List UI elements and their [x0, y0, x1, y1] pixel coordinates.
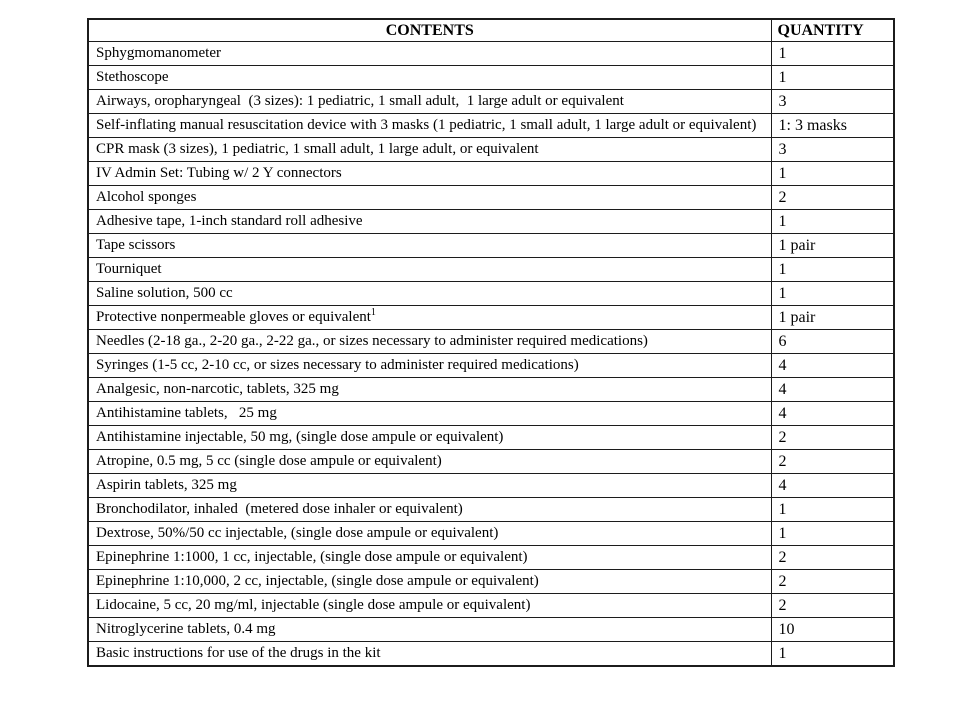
contents-cell	[88, 642, 771, 667]
table-row	[88, 306, 894, 330]
quantity-text: 2	[778, 453, 787, 470]
quantity-cell	[771, 42, 894, 66]
quantity-text: 1: 3 masks	[778, 117, 847, 134]
table-row	[88, 66, 894, 90]
table-row	[88, 162, 894, 186]
quantity-cell	[771, 450, 894, 474]
table-row	[88, 42, 894, 66]
item-text: Self-inflating manual resuscitation device with 3 masks (1 pediatric, 1 small adult, 1 large adult or equivalent)	[96, 117, 757, 133]
quantity-cell	[771, 594, 894, 618]
quantity-cell	[771, 138, 894, 162]
quantity-cell	[771, 354, 894, 378]
quantity-cell	[771, 282, 894, 306]
quantity-cell	[771, 306, 894, 330]
item-text: IV Admin Set: Tubing w/ 2 Y connectors	[96, 165, 342, 181]
contents-cell	[88, 474, 771, 498]
quantity-cell	[771, 162, 894, 186]
table-row	[88, 594, 894, 618]
quantity-text: 1	[778, 501, 787, 518]
quantity-cell	[771, 642, 894, 667]
quantity-cell	[771, 570, 894, 594]
item-text: Aspirin tablets, 325 mg	[96, 477, 237, 493]
quantity-cell	[771, 522, 894, 546]
quantity-cell	[771, 546, 894, 570]
item-text: Alcohol sponges	[96, 189, 197, 205]
table-row	[88, 138, 894, 162]
item-text: Stethoscope	[96, 69, 169, 85]
table-row	[88, 474, 894, 498]
quantity-text: 1	[778, 69, 787, 86]
table-row	[88, 354, 894, 378]
quantity-text: 1	[778, 261, 787, 278]
quantity-text: 1 pair	[778, 309, 816, 326]
table-row	[88, 498, 894, 522]
footnote-marker: 1	[370, 307, 376, 318]
quantity-text: 4	[778, 477, 787, 494]
contents-cell	[88, 234, 771, 258]
contents-cell	[88, 594, 771, 618]
contents-cell	[88, 498, 771, 522]
quantity-text: 1	[778, 45, 787, 62]
item-text: Atropine, 0.5 mg, 5 cc (single dose ampule or equivalent)	[96, 453, 442, 469]
quantity-cell	[771, 330, 894, 354]
quantity-text: 2	[778, 573, 787, 590]
table-header	[88, 19, 894, 42]
contents-cell	[88, 186, 771, 210]
contents-cell	[88, 138, 771, 162]
table-row	[88, 522, 894, 546]
medical-kit-contents-table	[87, 18, 895, 667]
quantity-cell	[771, 378, 894, 402]
table-row	[88, 570, 894, 594]
quantity-text: 4	[778, 405, 787, 422]
table-row	[88, 186, 894, 210]
table-row	[88, 258, 894, 282]
item-text: Bronchodilator, inhaled (metered dose inhaler or equivalent)	[96, 501, 463, 517]
table-row	[88, 234, 894, 258]
item-text: Needles (2-18 ga., 2-20 ga., 2-22 ga., or sizes necessary to administer required medications)	[96, 333, 648, 349]
quantity-text: 3	[778, 93, 787, 110]
quantity-text: 1	[778, 525, 787, 542]
contents-cell	[88, 66, 771, 90]
quantity-cell	[771, 618, 894, 642]
quantity-cell	[771, 474, 894, 498]
quantity-cell	[771, 210, 894, 234]
contents-cell	[88, 42, 771, 66]
quantity-cell	[771, 186, 894, 210]
item-text: Epinephrine 1:1000, 1 cc, injectable, (single dose ampule or equivalent)	[96, 549, 528, 565]
quantity-text: 2	[778, 429, 787, 446]
contents-cell	[88, 90, 771, 114]
quantity-cell	[771, 426, 894, 450]
item-text: Protective nonpermeable gloves or equivalent	[96, 309, 371, 325]
contents-cell	[88, 546, 771, 570]
table-row	[88, 282, 894, 306]
item-text: Tourniquet	[96, 261, 162, 277]
quantity-cell	[771, 114, 894, 138]
quantity-cell	[771, 90, 894, 114]
contents-cell	[88, 162, 771, 186]
table-row	[88, 546, 894, 570]
table-row	[88, 114, 894, 138]
quantity-text: 1	[778, 213, 787, 230]
quantity-text: 2	[778, 189, 787, 206]
table-row	[88, 90, 894, 114]
quantity-cell	[771, 234, 894, 258]
quantity-text: 4	[778, 357, 787, 374]
quantity-text: 4	[778, 381, 787, 398]
table-row	[88, 402, 894, 426]
quantity-column-header: QUANTITY	[771, 19, 894, 42]
header-row	[88, 19, 894, 42]
item-text: Nitroglycerine tablets, 0.4 mg	[96, 621, 276, 637]
item-text: Airways, oropharyngeal (3 sizes): 1 pediatric, 1 small adult, 1 large adult or equivalent	[96, 93, 624, 109]
contents-cell	[88, 618, 771, 642]
table-row	[88, 426, 894, 450]
contents-cell	[88, 570, 771, 594]
table-row	[88, 450, 894, 474]
quantity-text: 6	[778, 333, 787, 350]
quantity-text: 1 pair	[778, 237, 816, 254]
quantity-text: 1	[778, 165, 787, 182]
table-row	[88, 618, 894, 642]
quantity-text: 1	[778, 645, 787, 662]
item-text: Analgesic, non-narcotic, tablets, 325 mg	[96, 381, 339, 397]
quantity-text: 2	[778, 597, 787, 614]
table-row	[88, 330, 894, 354]
item-text: Tape scissors	[96, 237, 176, 253]
contents-cell	[88, 450, 771, 474]
quantity-cell	[771, 498, 894, 522]
table-row	[88, 378, 894, 402]
item-text: Sphygmomanometer	[96, 45, 221, 61]
contents-cell	[88, 354, 771, 378]
item-text: Epinephrine 1:10,000, 2 cc, injectable, (single dose ampule or equivalent)	[96, 573, 539, 589]
item-text: Syringes (1-5 cc, 2-10 cc, or sizes necessary to administer required medications)	[96, 357, 579, 373]
contents-cell	[88, 258, 771, 282]
contents-cell	[88, 378, 771, 402]
contents-cell	[88, 426, 771, 450]
quantity-text: 10	[778, 621, 795, 638]
contents-cell	[88, 402, 771, 426]
item-text: Basic instructions for use of the drugs in the kit	[96, 645, 381, 661]
item-text: Antihistamine injectable, 50 mg, (single dose ampule or equivalent)	[96, 429, 504, 445]
contents-cell	[88, 114, 771, 138]
item-text: Adhesive tape, 1-inch standard roll adhesive	[96, 213, 363, 229]
quantity-text: 2	[778, 549, 787, 566]
contents-cell	[88, 330, 771, 354]
quantity-cell	[771, 402, 894, 426]
quantity-text: 3	[778, 141, 787, 158]
contents-cell	[88, 522, 771, 546]
item-text: Dextrose, 50%/50 cc injectable, (single dose ampule or equivalent)	[96, 525, 499, 541]
table-body	[88, 42, 894, 667]
item-text: Lidocaine, 5 cc, 20 mg/ml, injectable (single dose ampule or equivalent)	[96, 597, 531, 613]
quantity-cell	[771, 66, 894, 90]
quantity-cell	[771, 258, 894, 282]
quantity-text: 1	[778, 285, 787, 302]
contents-cell	[88, 282, 771, 306]
medical-kit-contents-table-container	[87, 18, 893, 667]
table-row	[88, 210, 894, 234]
contents-cell	[88, 306, 771, 330]
item-text: CPR mask (3 sizes), 1 pediatric, 1 small adult, 1 large adult, or equivalent	[96, 141, 539, 157]
table-row	[88, 642, 894, 667]
contents-cell	[88, 210, 771, 234]
contents-column-header: CONTENTS	[88, 19, 771, 42]
item-text: Saline solution, 500 cc	[96, 285, 233, 301]
item-text: Antihistamine tablets, 25 mg	[96, 405, 277, 421]
